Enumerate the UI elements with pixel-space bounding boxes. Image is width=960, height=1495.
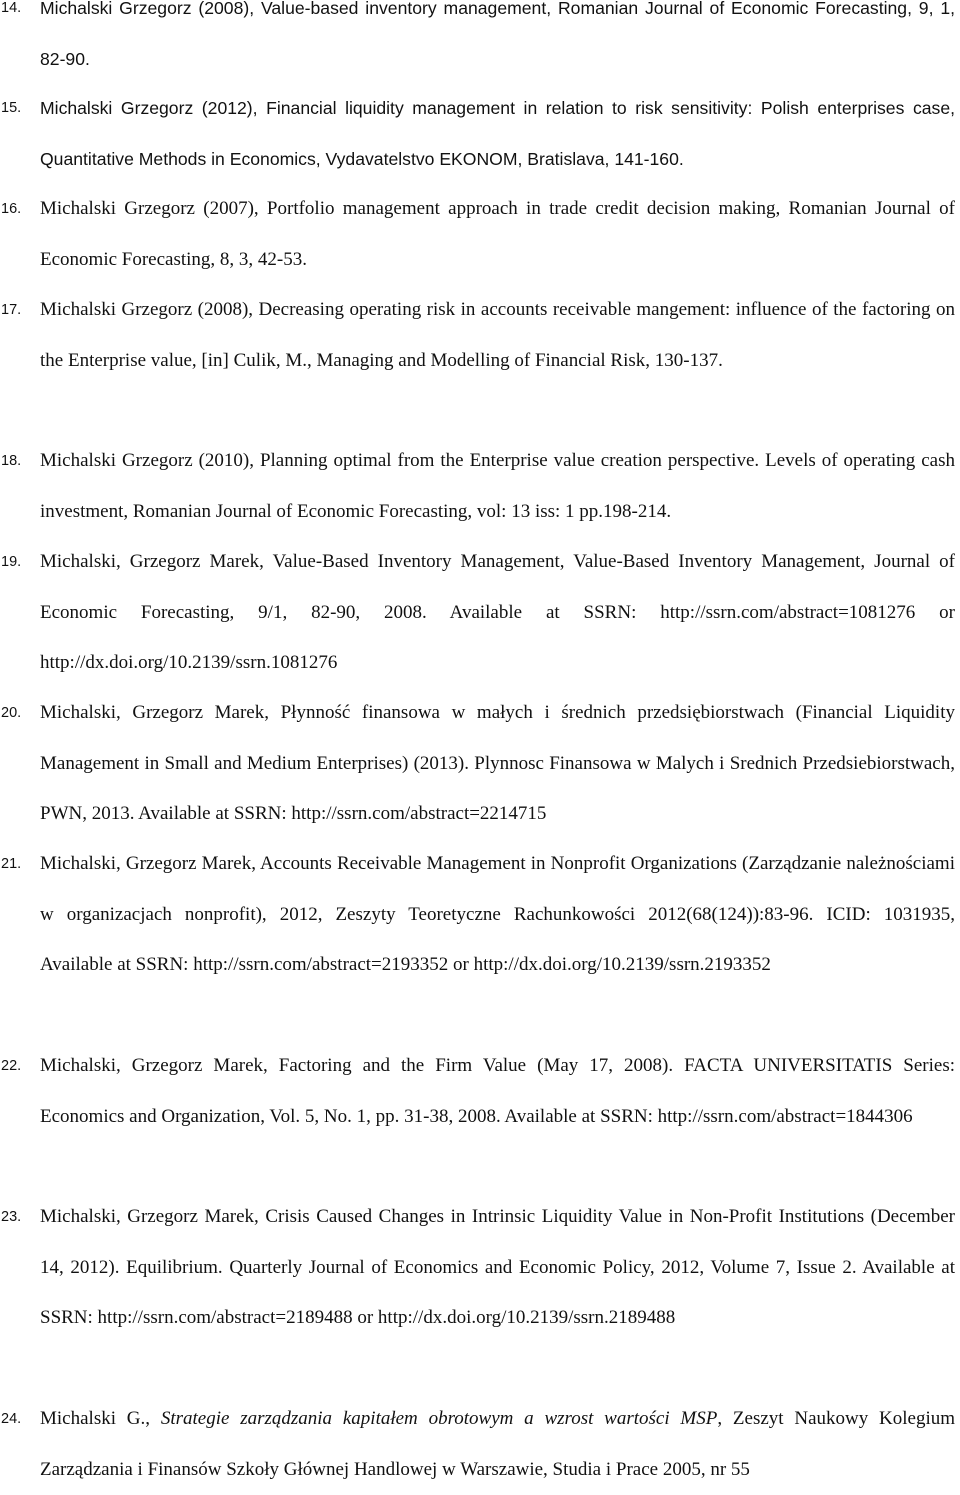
reference-number: 24. (1, 1411, 22, 1427)
reference-text: Michalski Grzegorz (2007), Portfolio management approach in trade credit decision making, Romanian Journal of Economic Forecasting, 8, 3, 42-53. (40, 198, 955, 270)
reference-text: Michalski, Grzegorz Marek, Factoring and the Firm Value (May 17, 2008). FACTA UNIVERSITATIS Series: Economics and Organization, Vol. 5, No. 1, pp. 31-38, 2008. Available at SSRN: http://ssrn.com/abstract=1844306 (40, 1055, 955, 1127)
reference-text (40, 1394, 955, 1495)
reference-text: Michalski, Grzegorz Marek, Crisis Caused Changes in Intrinsic Liquidity Value in Non-Profit Institutions (December 14, 2012). Equilibrium. Quarterly Journal of Economics and Economic Policy, 2012, Volume 7, Issue 2. Available at SSRN: http://ssrn.com/abstract=2189488 or http://dx.doi.org/10.2139/ssrn.2189488 (40, 1206, 955, 1328)
reference-text: Michalski Grzegorz (2012), Financial liquidity management in relation to risk sensitivity: Polish enterprises case, Quantitative Methods in Economics, Vydavatelstvo EKONOM, Bratislava, 141-160. (40, 98, 955, 169)
reference-text: Michalski Grzegorz (2010), Planning optimal from the Enterprise value creation perspective. Levels of operating cash investment, Romanian Journal of Economic Forecasting, vol: 13 iss: 1 pp.198-214. (40, 450, 955, 522)
reference-text-part: Michalski G., (40, 1408, 161, 1429)
reference-number: 15. (1, 100, 22, 116)
reference-number: 19. (1, 554, 22, 570)
reference-number: 17. (1, 302, 22, 318)
reference-text: Michalski, Grzegorz Marek, Value-Based Inventory Management, Value-Based Inventory Management, Journal of Economic Forecasting, 9/1, 82-90, 2008. Available at SSRN: http://ssrn.com/abstract=1081276 or http://dx.doi.org/10.2139/ssrn.1081276 (40, 551, 955, 673)
reference-number: 16. (1, 201, 22, 217)
reference-text: Michalski Grzegorz (2008), Value-based inventory management, Romanian Journal of Economic Forecasting, 9, 1, 82-90. (40, 0, 955, 69)
reference-text: Michalski, Grzegorz Marek, Płynność finansowa w małych i średnich przedsiębiorstwach (Financial Liquidity Management in Small and Medium Enterprises) (2013). Plynnosc Finansowa w Malych i Srednich Przedsiebiorstwach, PWN, 2013. Available at SSRN: http://ssrn.com/abstract=2214715 (40, 702, 955, 824)
reference-italic-title: Strategie zarządzania kapitałem obrotowym a wzrost wartości MSP (160, 1408, 718, 1429)
reference-text: Michalski, Grzegorz Marek, Accounts Receivable Management in Nonprofit Organizations (Zarządzanie należnościami w organizacjach nonprofit), 2012, Zeszyty Teoretyczne Rachunkowości 2012(68(124)):83-96. ICID: 1031935, Available at SSRN: http://ssrn.com/abstract=2193352 or http://dx.doi.org/10.2139/ssrn.2193352 (40, 853, 955, 975)
reference-text: Michalski Grzegorz (2008), Decreasing operating risk in accounts receivable mangement: influence of the factoring on the Enterprise value, [in] Culik, M., Managing and Modelling of Financial Risk, 130-137. (40, 299, 955, 371)
reference-number: 20. (1, 705, 22, 721)
reference-number: 21. (1, 856, 22, 872)
reference-number: 22. (1, 1058, 22, 1074)
reference-number: 14. (1, 0, 22, 16)
reference-text-part: , Zeszyt Naukowy Kolegium Zarządzania i Finansów Szkoły Głównej Handlowej w Warszawie, Studia i Prace 2005, nr 55 (40, 1408, 956, 1480)
reference-number: 23. (1, 1209, 22, 1225)
reference-number: 18. (1, 453, 22, 469)
